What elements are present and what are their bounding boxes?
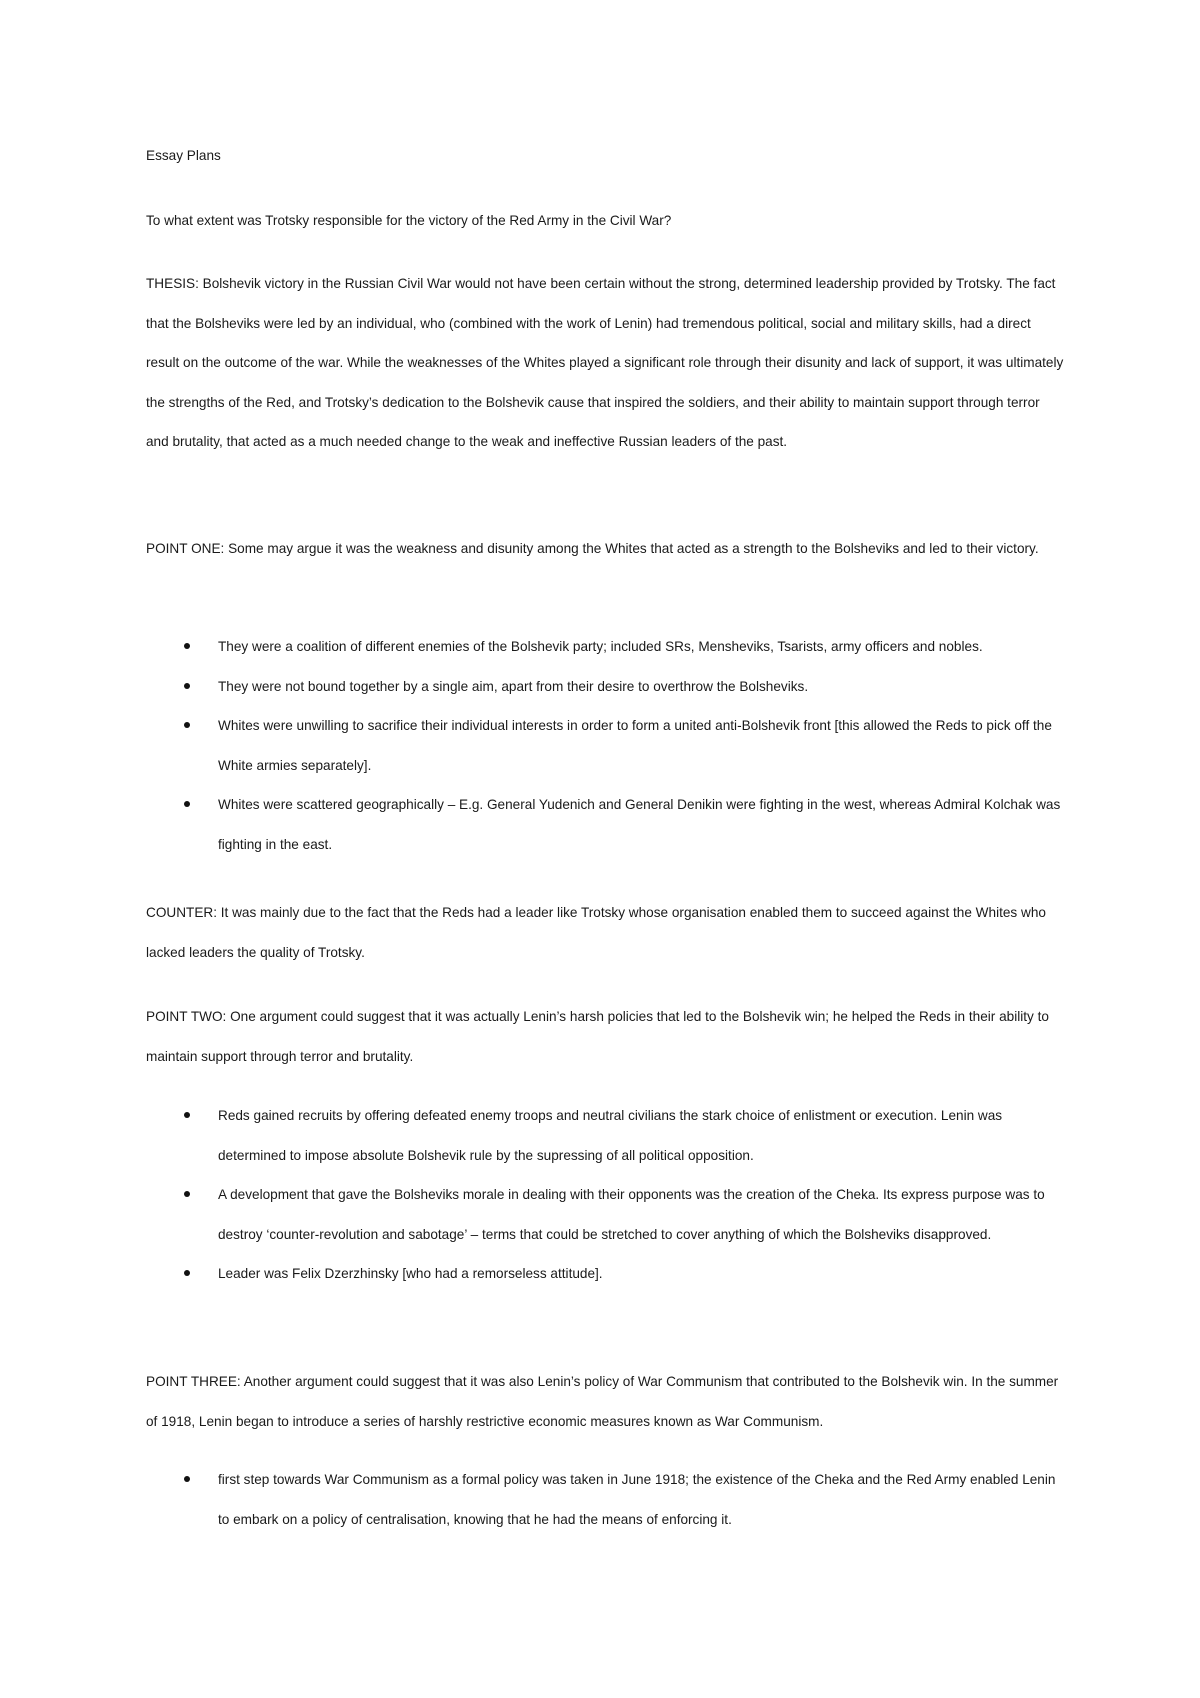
list-item-text: Whites were unwilling to sacrifice their individual interests in order to form a united anti-Bolshevik front [this allowed the Reds to pick off the White armies separately]. xyxy=(218,718,1052,773)
list-item-text: first step towards War Communism as a formal policy was taken in June 1918; the existence of the Cheka and the Red Army enabled Lenin to embark on a policy of centralisation, knowing that he had the means of enforcing it. xyxy=(218,1472,1056,1527)
list-item-text: Reds gained recruits by offering defeated enemy troops and neutral civilians the stark choice of enlistment or execution. Lenin was determined to impose absolute Bolshevik rule by the supressing of all political opposition. xyxy=(218,1108,1003,1163)
thesis-label: THESIS: xyxy=(146,276,199,291)
bullet-icon xyxy=(184,683,190,689)
list-item xyxy=(146,706,1066,785)
bullet-icon xyxy=(184,643,190,649)
point-three-label: POINT THREE: xyxy=(146,1374,241,1389)
list-item-text: They were not bound together by a single aim, apart from their desire to overthrow the Bolsheviks. xyxy=(218,678,809,694)
document-title: Essay Plans xyxy=(146,148,221,163)
counter-label: COUNTER: xyxy=(146,905,217,920)
list-item xyxy=(146,785,1066,864)
essay-question: To what extent was Trotsky responsible for the victory of the Red Army in the Civil War? xyxy=(146,213,672,228)
bullet-icon xyxy=(184,1112,190,1118)
counter-text: It was mainly due to the fact that the Reds had a leader like Trotsky whose organisation enabled them to succeed against the Whites who lacked leaders the quality of Trotsky. xyxy=(146,905,1046,960)
point-two-text: One argument could suggest that it was actually Lenin’s harsh policies that led to the Bolshevik win; he helped the Reds in their ability to maintain support through terror and brutality. xyxy=(146,1009,1049,1064)
point-one-paragraph xyxy=(146,529,1066,569)
point-three-paragraph xyxy=(146,1362,1066,1441)
list-item-text: They were a coalition of different enemies of the Bolshevik party; included SRs, Mensheviks, Tsarists, army officers and nobles. xyxy=(218,639,983,654)
list-item xyxy=(146,627,1066,667)
list-item xyxy=(146,667,1066,707)
point-one-bullet-list xyxy=(146,627,1066,864)
bullet-icon xyxy=(184,722,190,728)
list-item-text: Leader was Felix Dzerzhinsky [who had a remorseless attitude]. xyxy=(218,1266,603,1281)
list-item-text: A development that gave the Bolsheviks morale in dealing with their opponents was the creation of the Cheka. Its express purpose was to destroy ‘counter-revolution and sabotage’ – terms that could be stretched to cover anything of which the Bolsheviks disapproved. xyxy=(218,1187,1045,1242)
point-three-bullet-list xyxy=(146,1460,1066,1539)
bullet-icon xyxy=(184,1476,190,1482)
list-item xyxy=(146,1096,1066,1175)
point-two-label: POINT TWO: xyxy=(146,1009,227,1024)
bullet-icon xyxy=(184,1191,190,1197)
bullet-icon xyxy=(184,801,190,807)
bullet-icon xyxy=(184,1270,190,1276)
point-two-paragraph xyxy=(146,997,1066,1076)
point-one-label: POINT ONE: xyxy=(146,541,225,556)
list-item-text: Whites were scattered geographically – E.g. General Yudenich and General Denikin were fighting in the west, whereas Admiral Kolchak was fighting in the east. xyxy=(218,797,1061,852)
thesis-text: Bolshevik victory in the Russian Civil War would not have been certain without the strong, determined leadership provided by Trotsky. The fact that the Bolsheviks were led by an individual, who (combined with the work of Lenin) had tremendous political, social and military skills, had a direct result on the outcome of the war. While the weaknesses of the Whites played a significant role through their disunity and lack of support, it was ultimately the strengths of the Red, and Trotsky’s dedication to the Bolshevik cause that inspired the soldiers, and their ability to maintain support through terror and brutality, that acted as a much needed change to the weak and ineffective Russian leaders of the past. xyxy=(146,276,1064,449)
list-item xyxy=(146,1175,1066,1254)
counter-paragraph xyxy=(146,893,1066,972)
list-item xyxy=(146,1254,1066,1294)
point-one-text: Some may argue it was the weakness and disunity among the Whites that acted as a strength to the Bolsheviks and led to their victory. xyxy=(224,541,1039,556)
thesis-paragraph xyxy=(146,264,1066,462)
list-item xyxy=(146,1460,1066,1539)
point-two-bullet-list xyxy=(146,1096,1066,1294)
point-three-text: Another argument could suggest that it was also Lenin’s policy of War Communism that contributed to the Bolshevik win. In the summer of 1918, Lenin began to introduce a series of harshly restrictive economic measures known as War Communism. xyxy=(146,1374,1059,1429)
